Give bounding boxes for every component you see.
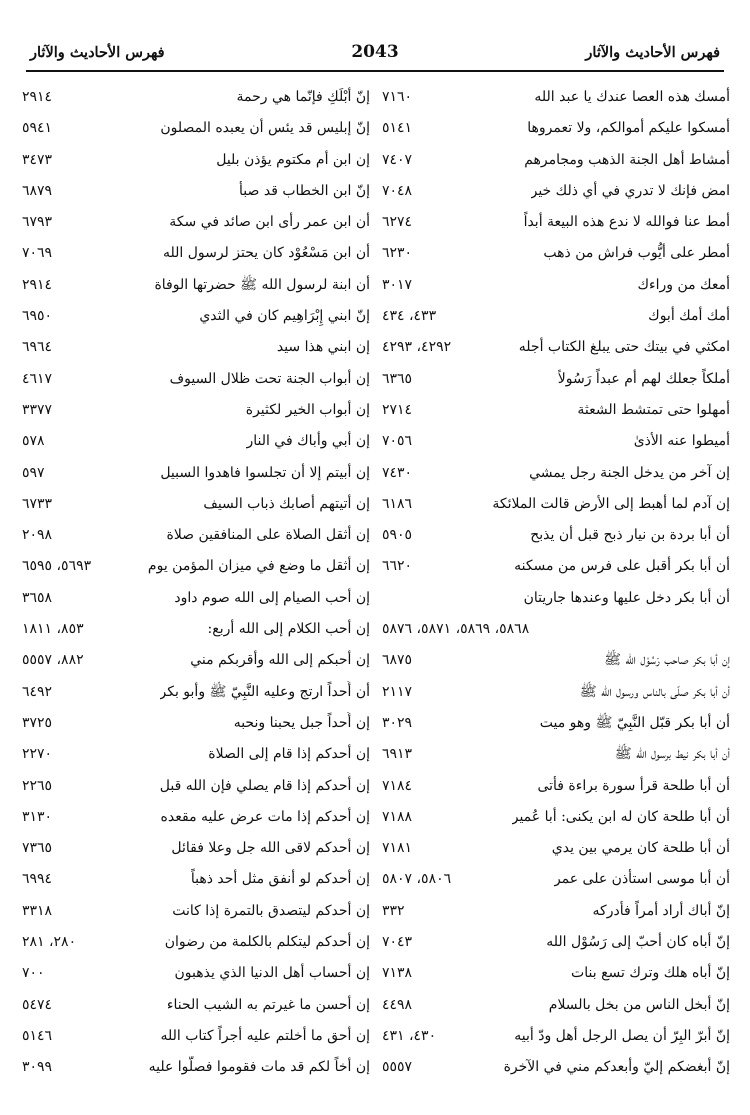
entry-reference-number: ٧٤٣٠ xyxy=(382,464,413,481)
entry-reference-number: ٥٤٧٤ xyxy=(22,996,53,1013)
entry-reference-number: ٦٧٣٣ xyxy=(22,495,53,512)
entry-reference-number: ٦٣٦٥ xyxy=(382,370,413,387)
index-entry xyxy=(382,462,730,493)
entry-reference-number: ٣١٣٠ xyxy=(22,808,53,825)
index-entry xyxy=(382,681,730,712)
entry-reference-number: ٣٣١٨ xyxy=(22,902,53,919)
entry-text: إن أحدكم لاقى الله جل وعلا فقائل xyxy=(171,840,370,857)
index-entry xyxy=(382,117,730,148)
entry-reference-number: ٥١٤١ xyxy=(382,120,413,137)
entry-reference-number: ٦٧٩٣ xyxy=(22,214,53,231)
entry-text: أن أبا بردة بن نيار ذبح قبل أن يذبح xyxy=(530,527,730,544)
entry-reference-number: ٧١٨٨ xyxy=(382,808,413,825)
index-entry xyxy=(382,493,730,524)
entry-reference-number: ٥٨٠٦، ٥٨٠٧ xyxy=(382,871,452,888)
entry-text: إنّ أباك أراد أمراً فأدركه xyxy=(592,902,730,919)
entry-reference-number: ٣٦٥٨ xyxy=(22,589,53,606)
index-entry xyxy=(22,712,370,743)
entry-text: أن أبا بكر أقبل على فرس من مسكنه xyxy=(514,558,730,575)
entry-text: إن أثقل الصلاة على المنافقين صلاة xyxy=(166,527,370,544)
entry-text: أن ابن عمر رأى ابن صائد في سكة xyxy=(169,214,370,231)
entry-text: إن أتيتهم أصابك ذباب السيف xyxy=(203,495,370,512)
entry-text: إن آخر من يدخل الجنة رجل يمشي xyxy=(529,464,730,481)
entry-text: إن أبواب الجنة تحت ظلال السيوف xyxy=(169,370,370,387)
entry-reference-number: ٢١١٧ xyxy=(382,683,413,700)
index-entry xyxy=(382,587,730,650)
entry-reference-number: ٧١٣٨ xyxy=(382,965,413,982)
entry-reference-number: ٣٠٩٩ xyxy=(22,1059,53,1076)
entry-reference-number: ٦٩١٣ xyxy=(382,746,413,763)
entry-reference-number: ٣٧٢٥ xyxy=(22,714,53,731)
entry-reference-number: ٨٨٢، ٥٥٥٧ xyxy=(22,652,84,669)
index-entry xyxy=(22,117,370,148)
page-number: 2043 xyxy=(351,42,399,62)
index-entry xyxy=(22,368,370,399)
index-entry xyxy=(382,806,730,837)
entry-reference-number: ٦٢٣٠ xyxy=(382,245,413,262)
index-entry xyxy=(382,149,730,180)
page-header xyxy=(30,36,720,68)
index-entry xyxy=(382,1025,730,1056)
entry-text: إنّ أبخل الناس من بخل بالسلام xyxy=(548,996,730,1013)
entry-reference-number: ٧٣٦٥ xyxy=(22,840,53,857)
entry-reference-number: ٣٤٧٣ xyxy=(22,151,53,168)
entry-reference-number: ٦٦٢٠ xyxy=(382,558,413,575)
index-entry xyxy=(22,242,370,273)
index-entry xyxy=(382,305,730,336)
index-entry xyxy=(22,806,370,837)
entry-text: إن أحدكم إذا مات عرض عليه مقعده xyxy=(160,808,370,825)
entry-text: أمهلوا حتى تمتشط الشعثة xyxy=(577,401,730,418)
entry-text: إن أُحداً جبل يحبنا ونحبه xyxy=(233,714,370,731)
entry-text: إن أثقل ما وضع في ميزان المؤمن يوم xyxy=(147,558,370,575)
index-entry xyxy=(22,1056,370,1087)
index-entry xyxy=(22,555,370,586)
index-entry xyxy=(22,962,370,993)
entry-text: إن آدم لما أهبط إلى الأرض قالت الملائكة xyxy=(492,495,730,512)
entry-text: إن أحدكم إذا قام إلى الصلاة xyxy=(208,746,370,763)
entry-reference-number: ٦٩٦٤ xyxy=(22,339,53,356)
entry-text: إن أحبكم إلى الله وأقربكم مني xyxy=(190,652,370,669)
entry-text: إن ابن أم مكتوم يؤذن بليل xyxy=(216,151,370,168)
entry-text: إن أحدكم ليتصدق بالتمرة إذا كانت xyxy=(172,902,370,919)
index-entry xyxy=(382,399,730,430)
index-column-right xyxy=(382,86,730,1088)
entry-text: إنّ أبرّ البِرّ أن يصل الرجل أهل ودّ أبيه xyxy=(514,1027,730,1044)
entry-reference-number: ٧٤٠٧ xyxy=(382,151,413,168)
entry-reference-number: ٥٦٩٣، ٦٥٩٥ xyxy=(22,558,92,575)
index-entry xyxy=(22,493,370,524)
entry-text: أن أبا موسى استأذن على عمر xyxy=(553,871,730,888)
index-entry xyxy=(22,837,370,868)
index-entry xyxy=(22,180,370,211)
entry-text: أن ابنة لرسول الله ﷺ حضرتها الوفاة xyxy=(154,276,370,293)
index-entry xyxy=(22,587,370,618)
entry-text: أمك أمك أبوك xyxy=(648,308,730,325)
index-entry xyxy=(382,837,730,868)
entry-reference-number: ٦٢٧٤ xyxy=(382,214,413,231)
index-entry xyxy=(22,86,370,117)
entry-reference-number: ٢٨٠، ٢٨١ xyxy=(22,934,77,951)
entry-text: إن أحسن ما غيرتم به الشيب الحناء xyxy=(166,996,370,1013)
entry-text: إن أبي وأباك في النار xyxy=(246,433,370,450)
entry-reference-number: ٦٤٩٢ xyxy=(22,683,53,700)
entry-reference-number: ٧٠٦٩ xyxy=(22,245,53,262)
index-entry xyxy=(22,900,370,931)
entry-reference-number: ٢٧١٤ xyxy=(382,401,413,418)
entry-text: إنّ أباه هلك وترك تسع بنات xyxy=(571,965,730,982)
entry-text: إن أبيتم إلا أن تجلسوا فاهدوا السبيل xyxy=(160,464,370,481)
entry-text: أمسك هذه العصا عندك يا عبد الله xyxy=(534,89,730,105)
entry-reference-number: ٥١٤٦ xyxy=(22,1027,53,1044)
entry-text: إن أبواب الخير لكثيرة xyxy=(245,401,370,418)
index-entry xyxy=(382,180,730,211)
index-entry xyxy=(382,712,730,743)
entry-text: إنّ ابني إِبْرَاهِيم كان في الثدي xyxy=(199,308,370,325)
index-entry xyxy=(382,868,730,899)
entry-text: إنّ أباه كان أحبّ إلى رَسُوْل الله xyxy=(546,934,730,951)
running-title-right: فهرس الأحاديث والآثار xyxy=(585,43,720,61)
index-entry xyxy=(382,900,730,931)
entry-reference-number: ٥٨٦٨، ٥٨٦٩، ٥٨٧١، ٥٨٧٦ xyxy=(382,620,530,637)
index-entry xyxy=(22,149,370,180)
index-entry xyxy=(22,524,370,555)
entry-text: إن أحب الصيام إلى الله صوم داود xyxy=(174,589,370,606)
index-entry xyxy=(382,1056,730,1087)
entry-reference-number: ٤٤٩٨ xyxy=(382,996,413,1013)
entry-text: إنّ أبغضكم إليّ وأبعدكم مني في الآخرة xyxy=(503,1059,730,1076)
entry-text: إن أبا بكر صاحب رَسُوْل الله ﷺ xyxy=(604,652,730,669)
entry-reference-number: ٧١٦٠ xyxy=(382,89,413,105)
entry-reference-number: ٦٩٥٠ xyxy=(22,308,53,325)
entry-text: إنّ ابن الخطاب قد صبأ xyxy=(239,182,370,199)
index-entry xyxy=(22,931,370,962)
entry-text: أمعك من وراءك xyxy=(637,276,730,293)
entry-reference-number: ٣٣٢ xyxy=(382,902,405,919)
entry-text: أن أبا بكر نيط برسول الله ﷺ xyxy=(614,746,730,763)
entry-reference-number: ٧٠٥٦ xyxy=(382,433,413,450)
index-entry xyxy=(22,868,370,899)
entry-reference-number: ٦٨٧٥ xyxy=(382,652,413,669)
entry-text: أمطر على أيُّوب فراش من ذهب xyxy=(543,245,730,262)
entry-reference-number: ٧١٨٤ xyxy=(382,777,413,794)
entry-reference-number: ٢٢٧٠ xyxy=(22,746,53,763)
entry-reference-number: ٣٠١٧ xyxy=(382,276,413,293)
index-entry xyxy=(22,743,370,774)
entry-reference-number: ٢٩١٤ xyxy=(22,89,53,105)
entry-text: إن أحدكم إذا قام يصلي فإن الله قبل xyxy=(159,777,370,794)
entry-text: إن أحب الكلام إلى الله أربع: xyxy=(207,621,370,638)
index-entry xyxy=(22,462,370,493)
index-entry xyxy=(382,86,730,117)
entry-text: امض فإنك لا تدري في أي ذلك خير xyxy=(530,182,730,199)
entry-text: امكثي في بيتك حتى يبلغ الكتاب أجله xyxy=(518,339,730,356)
index-entry xyxy=(382,524,730,555)
entry-text: إنّ إبليس قد يئس أن يعبده المصلون xyxy=(160,120,370,137)
index-entry xyxy=(22,274,370,305)
index-entry xyxy=(382,274,730,305)
index-entry xyxy=(382,994,730,1025)
entry-text: إن أحق ما أخلتم عليه أجراً كتاب الله xyxy=(160,1027,370,1044)
entry-text: أن ابن مَسْعُوْد كان يحتز لرسول الله xyxy=(162,245,370,262)
entry-reference-number: ٥٩٠٥ xyxy=(382,527,413,544)
entry-text: أن أبا بكر قبّل النَّبِيّ ﷺ وهو ميت xyxy=(539,714,730,731)
entry-text: أميطوا عنه الأذىٰ xyxy=(633,433,730,450)
header-rule xyxy=(26,70,724,72)
entry-reference-number: ٥٧٨ xyxy=(22,433,45,450)
entry-reference-number: ٢٩١٤ xyxy=(22,276,53,293)
entry-reference-number: ٤٣٣، ٤٣٤ xyxy=(382,308,437,325)
index-entry xyxy=(382,211,730,242)
index-entry xyxy=(382,649,730,680)
entry-reference-number: ٧٠٤٨ xyxy=(382,182,413,199)
entry-text: أن أُحداً ارتج وعليه النَّبِيّ ﷺ وأبو بكر xyxy=(159,683,370,700)
entry-text: أمط عنا فوالله لا ندع هذه البيعة أبداً xyxy=(523,214,730,231)
index-entry xyxy=(22,775,370,806)
entry-text: إن أحدكم ليتكلم بالكلمة من رضوان xyxy=(164,934,370,951)
index-entry xyxy=(22,618,370,649)
entry-text: إن ابني هذا سيد xyxy=(276,339,370,356)
entry-text: أمشاط أهل الجنة الذهب ومجامرهم xyxy=(524,151,730,168)
entry-text: أن أبا طلحة كان له ابن يكنى: أبا عُمير xyxy=(511,808,730,825)
index-entry xyxy=(382,336,730,367)
index-entry xyxy=(382,242,730,273)
entry-reference-number: ٧٠٠ xyxy=(22,965,45,982)
index-entry xyxy=(382,555,730,586)
index-entry xyxy=(22,336,370,367)
entry-reference-number: ٧٠٤٣ xyxy=(382,934,413,951)
entry-reference-number: ٣٠٢٩ xyxy=(382,714,413,731)
index-entry xyxy=(22,649,370,680)
entry-text: إن أحدكم لو أنفق مثل أحد ذهباً xyxy=(190,871,370,888)
entry-text: أن أبا طلحة قرأ سورة براءة فأتى xyxy=(537,777,730,794)
entry-text: أن أبا طلحة كان يرمي بين يدي xyxy=(551,840,730,857)
entry-reference-number: ٢٠٩٨ xyxy=(22,527,53,544)
index-entry xyxy=(382,931,730,962)
index-entry xyxy=(22,681,370,712)
index-entry xyxy=(22,211,370,242)
index-entry xyxy=(382,775,730,806)
entry-reference-number: ٥٩٤١ xyxy=(22,120,53,137)
entry-reference-number: ٣٣٧٧ xyxy=(22,401,53,418)
entry-reference-number: ٦١٨٦ xyxy=(382,495,413,512)
index-columns xyxy=(22,86,730,1088)
entry-reference-number: ٤٣٠، ٤٣١ xyxy=(382,1027,437,1044)
entry-reference-number: ٦٩٩٤ xyxy=(22,871,53,888)
index-entry xyxy=(22,430,370,461)
index-entry xyxy=(22,994,370,1025)
index-entry xyxy=(22,305,370,336)
entry-text: أمسكوا عليكم أموالكم، ولا تعمروها xyxy=(527,120,730,137)
entry-reference-number: ٧١٨١ xyxy=(382,840,413,857)
entry-reference-number: ٤٦١٧ xyxy=(22,370,53,387)
index-entry xyxy=(382,368,730,399)
entry-reference-number: ٦٨٧٩ xyxy=(22,182,53,199)
entry-text: أملكاً جعلك لهم أم عبداً رَسُولاً xyxy=(557,370,730,387)
entry-reference-number: ٥٩٧ xyxy=(22,464,45,481)
entry-text: إن أخاً لكم قد مات فقوموا فصلّوا عليه xyxy=(148,1059,370,1076)
index-column-left xyxy=(22,86,370,1088)
index-entry xyxy=(22,399,370,430)
entry-reference-number: ٨٥٣، ١٨١١ xyxy=(22,621,84,638)
index-entry xyxy=(382,743,730,774)
entry-reference-number: ٥٥٥٧ xyxy=(382,1059,413,1076)
entry-text: إنّ أبْلَكِ فإنّما هي رحمة xyxy=(236,89,370,105)
entry-reference-number: ٢٢٦٥ xyxy=(22,777,53,794)
entry-text: إن أحساب أهل الدنيا الذي يذهبون xyxy=(174,965,370,982)
entry-text: أن أبا بكر صلّى بالناس ورسول الله ﷺ xyxy=(579,683,730,700)
entry-reference-number: ٤٢٩٢، ٤٢٩٣ xyxy=(382,339,452,356)
running-title-left: فهرس الأحاديث والآثار xyxy=(30,43,165,61)
index-entry xyxy=(382,430,730,461)
index-entry xyxy=(22,1025,370,1056)
entry-text: أن أبا بكر دخل عليها وعندها جاريتان xyxy=(523,589,730,606)
index-entry xyxy=(382,962,730,993)
